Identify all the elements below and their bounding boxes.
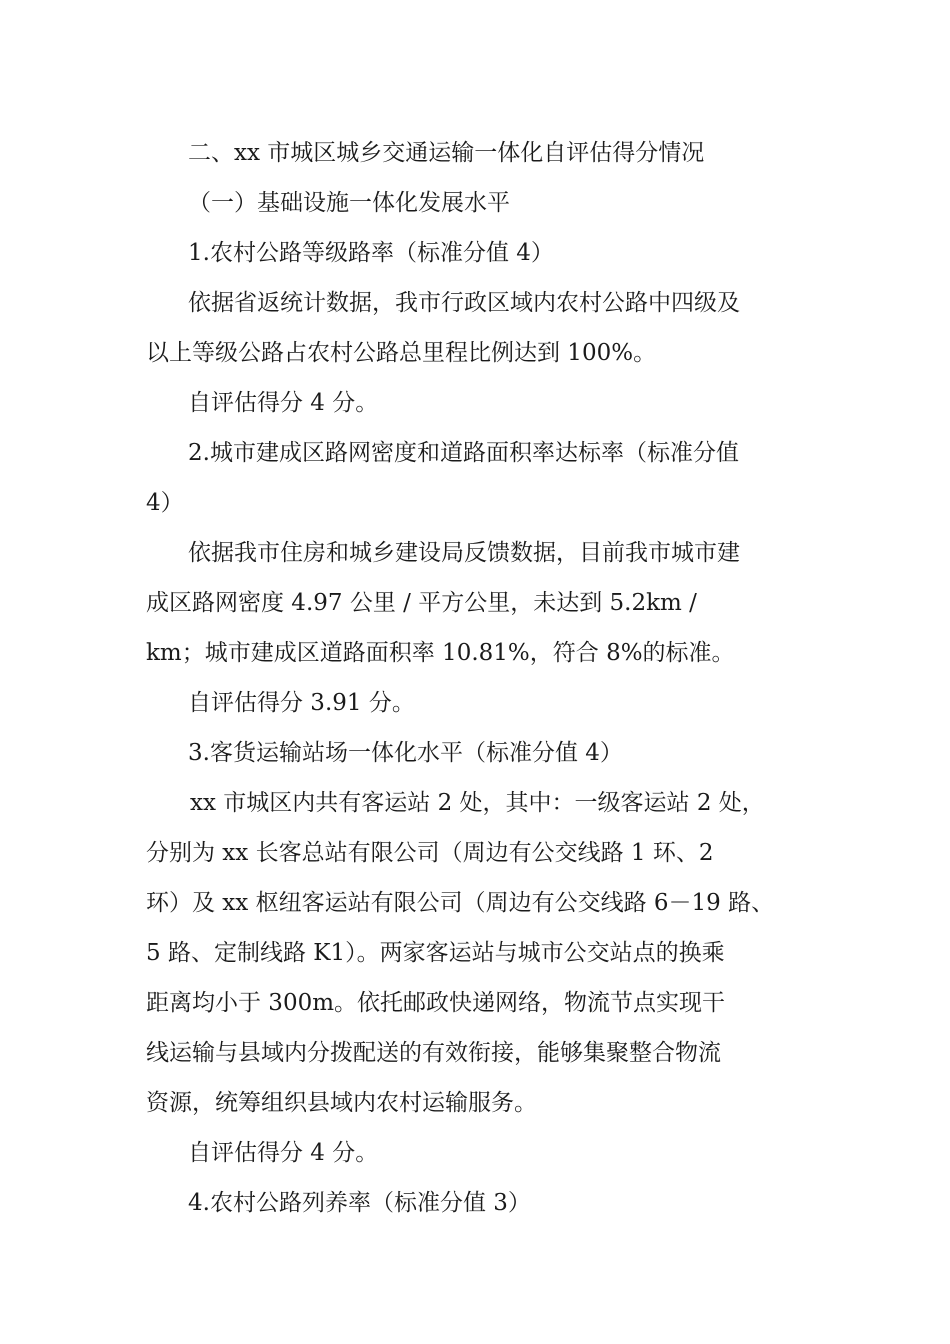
- paragraph-line: 依据省返统计数据，我市行政区域内农村公路中四级及: [188, 290, 740, 316]
- paragraph-line: 以上等级公路占农村公路总里程比例达到 100%。: [146, 340, 657, 366]
- document-body: [146, 128, 808, 1228]
- paragraph-line: km；城市建成区道路面积率 10.81%，符合 8%的标准。: [146, 640, 735, 666]
- score-line: 自评估得分 4 分。: [188, 390, 379, 416]
- paragraph-line: 距离均小于 300m。依托邮政快递网络，物流节点实现干: [146, 990, 726, 1016]
- paragraph-line: xx 市城区内共有客运站 2 处，其中：一级客运站 2 处，: [190, 790, 765, 816]
- paragraph-line: 成区路网密度 4.97 公里 / 平方公里，未达到 5.2km /: [146, 590, 697, 616]
- section-heading: 二、xx 市城区城乡交通运输一体化自评估得分情况: [188, 140, 705, 166]
- paragraph-line: 依据我市住房和城乡建设局反馈数据，目前我市城市建: [188, 540, 740, 566]
- score-line: 自评估得分 3.91 分。: [188, 690, 415, 716]
- paragraph-line: 5 路、定制线路 K1）。两家客运站与城市公交站点的换乘: [146, 940, 725, 966]
- paragraph-line: 资源，统筹组织县域内农村运输服务。: [146, 1090, 537, 1116]
- paragraph-line: 线运输与县域内分拨配送的有效衔接，能够集聚整合物流: [146, 1040, 721, 1066]
- item-heading-2-cont: 4）: [146, 490, 184, 516]
- item-heading-1: 1.农村公路等级路率（标准分值 4）: [188, 240, 554, 266]
- item-heading-2: 2.城市建成区路网密度和道路面积率达标率（标准分值: [188, 440, 739, 466]
- paragraph-line: 分别为 xx 长客总站有限公司（周边有公交线路 1 环、2: [146, 840, 714, 866]
- subsection-heading: （一）基础设施一体化发展水平: [188, 190, 510, 216]
- item-heading-4: 4.农村公路列养率（标准分值 3）: [188, 1190, 531, 1216]
- score-line: 自评估得分 4 分。: [188, 1140, 379, 1166]
- paragraph-line: 环）及 xx 枢纽客运站有限公司（周边有公交线路 6－19 路、: [146, 890, 775, 916]
- item-heading-3: 3.客货运输站场一体化水平（标准分值 4）: [188, 740, 623, 766]
